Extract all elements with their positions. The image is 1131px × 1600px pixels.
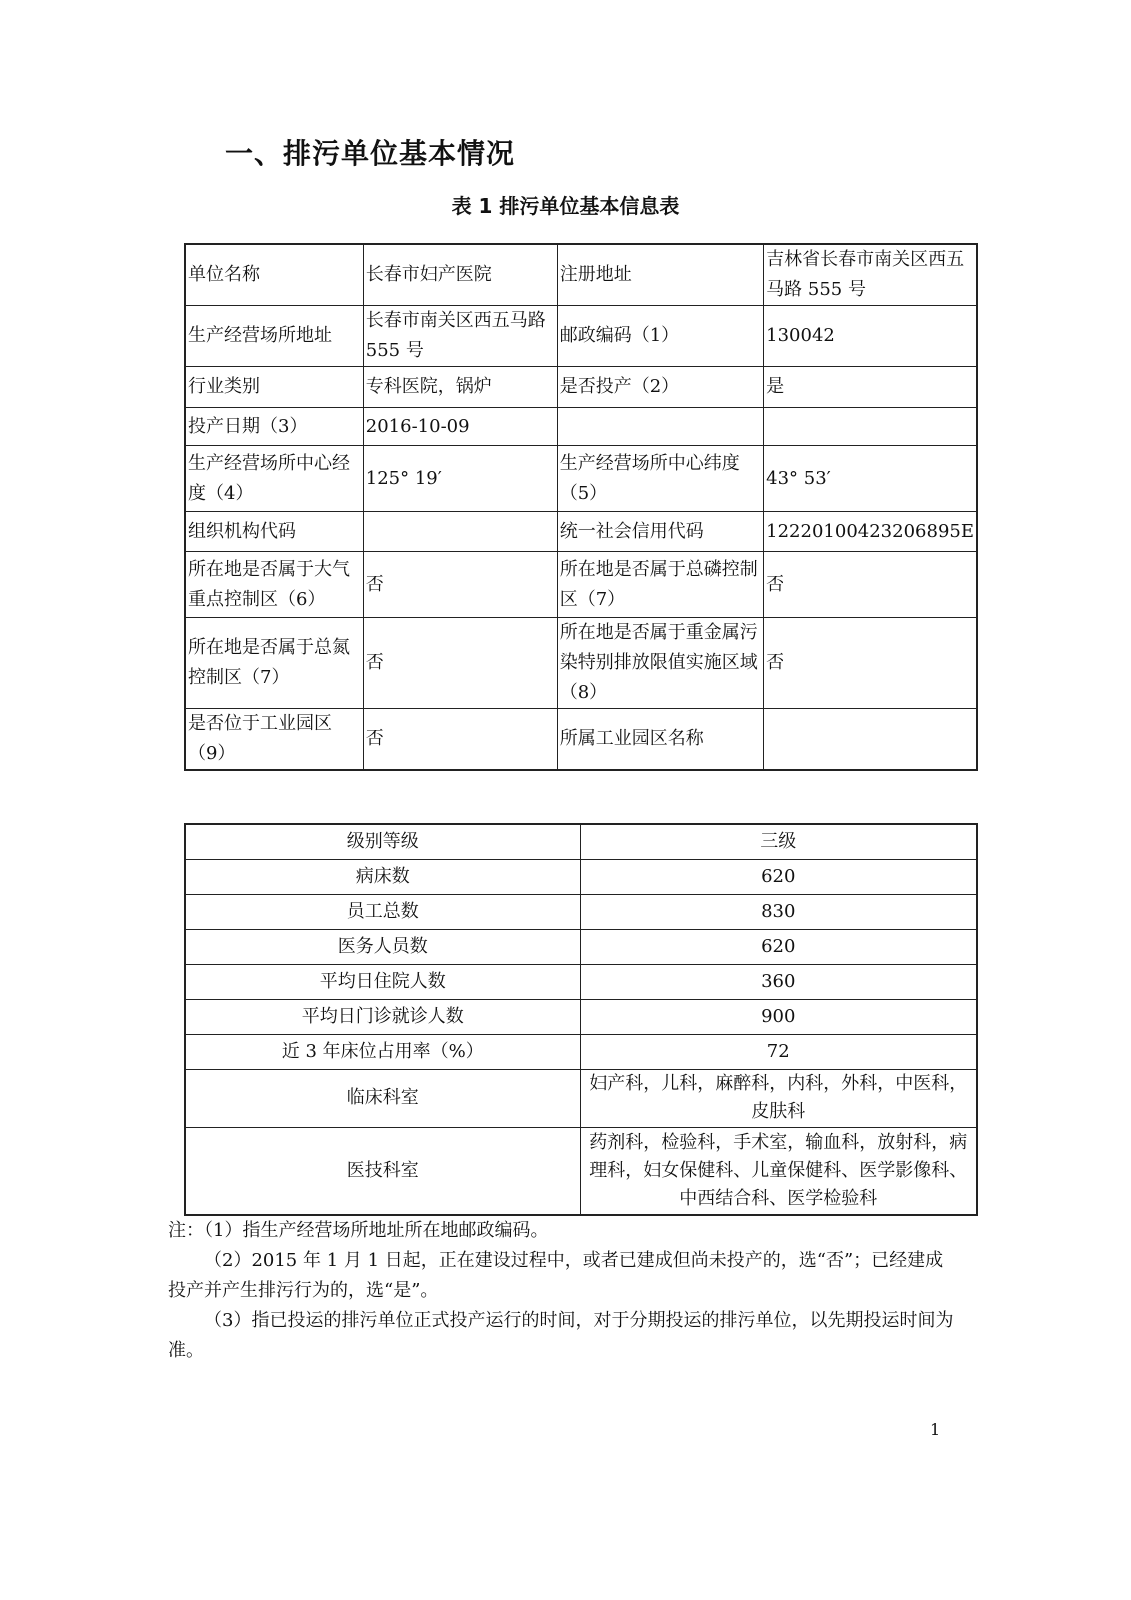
note-3: （3）指已投运的排污单位正式投产运行的时间，对于分期投运的排污单位，以先期投运时间为准。: [168, 1310, 954, 1361]
basic-info-value-cell: 否: [363, 618, 557, 709]
notes: [168, 1216, 958, 1366]
basic-info-table: [184, 243, 978, 771]
basic-info-label-cell: 生产经营场所中心经度（4）: [185, 446, 363, 512]
hospital-info-value-cell: 360: [580, 964, 977, 999]
basic-info-label-cell: 单位名称: [185, 244, 363, 306]
hospital-info-row: [185, 824, 977, 859]
basic-info-row: [185, 618, 977, 709]
hospital-info-label-cell: 医技科室: [185, 1127, 580, 1215]
hospital-info-row: [185, 894, 977, 929]
hospital-info-row: [185, 964, 977, 999]
hospital-info-value-cell: 830: [580, 894, 977, 929]
basic-info-label-cell: 所在地是否属于大气重点控制区（6）: [185, 552, 363, 618]
basic-info-value-cell: 否: [764, 552, 977, 618]
basic-info-value-cell: 是: [764, 367, 977, 408]
basic-info-value-cell: 43° 53′: [764, 446, 977, 512]
hospital-info-label-cell: 近 3 年床位占用率（%）: [185, 1034, 580, 1069]
basic-info-label-cell: 邮政编码（1）: [557, 306, 763, 367]
basic-info-value-cell: 长春市妇产医院: [363, 244, 557, 306]
hospital-info-row: [185, 999, 977, 1034]
basic-info-label-cell: 所在地是否属于总磷控制区（7）: [557, 552, 763, 618]
basic-info-label-cell: 注册地址: [557, 244, 763, 306]
basic-info-row: [185, 709, 977, 771]
basic-info-label-cell: 行业类别: [185, 367, 363, 408]
page-number: 1: [930, 1420, 941, 1439]
basic-info-row: [185, 512, 977, 552]
basic-info-row: [185, 306, 977, 367]
basic-info-label-cell: [557, 408, 763, 446]
hospital-info-value-cell: 药剂科，检验科，手术室，输血科，放射科，病理科，妇女保健科、儿童保健科、医学影像科、中西结合科、医学检验科: [580, 1127, 977, 1215]
basic-info-label-cell: 所在地是否属于重金属污染特别排放限值实施区域（8）: [557, 618, 763, 709]
hospital-info-label-cell: 医务人员数: [185, 929, 580, 964]
hospital-info-value-cell: 620: [580, 929, 977, 964]
basic-info-value-cell: 吉林省长春市南关区西五马路 555 号: [764, 244, 977, 306]
hospital-info-row: [185, 929, 977, 964]
hospital-info-value-cell: 三级: [580, 824, 977, 859]
basic-info-label-cell: 生产经营场所地址: [185, 306, 363, 367]
hospital-info-row: [185, 1127, 977, 1215]
hospital-info-value-cell: 妇产科，儿科，麻醉科，内科，外科，中医科，皮肤科: [580, 1069, 977, 1127]
basic-info-label-cell: 是否位于工业园区（9）: [185, 709, 363, 771]
hospital-info-label-cell: 病床数: [185, 859, 580, 894]
basic-info-label-cell: 组织机构代码: [185, 512, 363, 552]
basic-info-value-cell: 否: [764, 618, 977, 709]
hospital-info-label-cell: 级别等级: [185, 824, 580, 859]
basic-info-row: [185, 552, 977, 618]
hospital-info-value-cell: 72: [580, 1034, 977, 1069]
basic-info-label-cell: 是否投产（2）: [557, 367, 763, 408]
hospital-info-table: [184, 823, 978, 1216]
hospital-info-label-cell: 平均日住院人数: [185, 964, 580, 999]
basic-info-row: [185, 244, 977, 306]
hospital-info-label-cell: 平均日门诊就诊人数: [185, 999, 580, 1034]
basic-info-value-cell: 专科医院，锅炉: [363, 367, 557, 408]
basic-info-value-cell: [764, 709, 977, 771]
hospital-info-row: [185, 1034, 977, 1069]
hospital-info-row: [185, 859, 977, 894]
hospital-info-label-cell: 临床科室: [185, 1069, 580, 1127]
basic-info-row: [185, 408, 977, 446]
hospital-info-label-cell: 员工总数: [185, 894, 580, 929]
basic-info-label-cell: 投产日期（3）: [185, 408, 363, 446]
basic-info-value-cell: 否: [363, 552, 557, 618]
basic-info-value-cell: 130042: [764, 306, 977, 367]
basic-info-label-cell: 统一社会信用代码: [557, 512, 763, 552]
basic-info-label-cell: 所在地是否属于总氮控制区（7）: [185, 618, 363, 709]
basic-info-value-cell: 否: [363, 709, 557, 771]
note-2: （2）2015 年 1 月 1 日起，正在建设过程中，或者已建成但尚未投产的，选“否”；已经建成投产并产生排污行为的，选“是”。: [168, 1250, 944, 1301]
hospital-info-value-cell: 620: [580, 859, 977, 894]
basic-info-value-cell: 2016-10-09: [363, 408, 557, 446]
basic-info-value-cell: 12220100423206895E: [764, 512, 977, 552]
basic-info-label-cell: 所属工业园区名称: [557, 709, 763, 771]
basic-info-value-cell: 长春市南关区西五马路 555 号: [363, 306, 557, 367]
basic-info-value-cell: [363, 512, 557, 552]
hospital-info-row: [185, 1069, 977, 1127]
section-title: 一、排污单位基本情况: [225, 137, 516, 170]
basic-info-row: [185, 367, 977, 408]
basic-info-value-cell: 125° 19′: [363, 446, 557, 512]
hospital-info-value-cell: 900: [580, 999, 977, 1034]
basic-info-row: [185, 446, 977, 512]
basic-info-label-cell: 生产经营场所中心纬度（5）: [557, 446, 763, 512]
table-caption: 表 1 排污单位基本信息表: [451, 194, 680, 218]
basic-info-value-cell: [764, 408, 977, 446]
note-1: 注：（1）指生产经营场所地址所在地邮政编码。: [168, 1220, 549, 1241]
